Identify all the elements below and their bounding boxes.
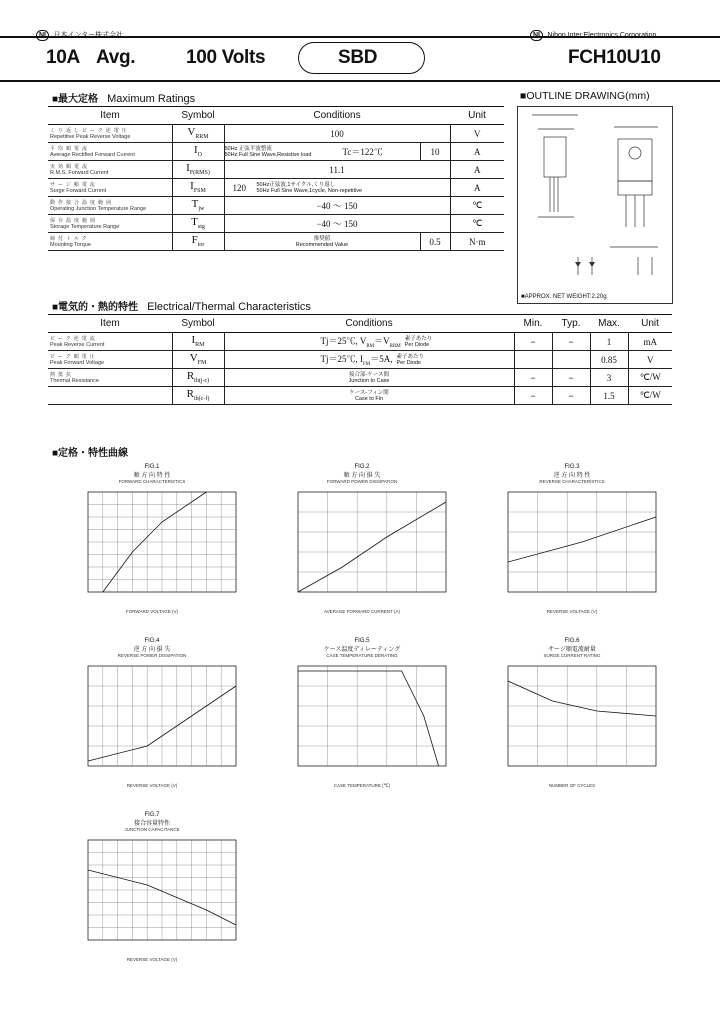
figure-title: 順 方 向 特 性 [133, 473, 171, 479]
max-value: 3 [590, 369, 628, 387]
item-en: Operating Junction Temperature Range [50, 205, 147, 212]
figure-6 [472, 638, 672, 788]
symbol-sub: RRM [195, 134, 209, 141]
unit: A [450, 179, 504, 197]
note-jp: 素子あたり [404, 335, 433, 342]
condition: −40 〜 150 [224, 215, 450, 233]
unit: ℃/W [628, 369, 672, 387]
figure-subtitle: SURGE CURRENT RATING [543, 653, 601, 658]
characteristic-curve [508, 517, 656, 562]
symbol-sub: FM [197, 360, 207, 367]
typ-value: − [552, 369, 590, 387]
table-row [48, 351, 672, 369]
condition-jp: 接合部-ケース間 [348, 371, 390, 378]
condition-value: 10 [420, 143, 450, 161]
figure-label: FIG.4 [144, 638, 160, 644]
symbol-sub: stg [197, 224, 205, 231]
table-row [48, 179, 504, 197]
figure-title: サージ順電流耐量 [548, 647, 596, 653]
figure-label: FIG.3 [564, 464, 580, 470]
symbol-sub: th(c-f) [194, 396, 210, 403]
figure-x-label: CASE TEMPERATURE (℃) [333, 783, 391, 788]
item-jp: 動作接合温度範囲 [50, 199, 115, 206]
figure-title: ケース温度ディレーティング [323, 647, 401, 653]
item-en: Surge Forward Current [50, 187, 107, 194]
table-row [48, 233, 504, 251]
figure-subtitle: FORWARD POWER DISSIPATION [326, 479, 398, 484]
col-typ: Typ. [552, 315, 590, 333]
symbol: T [191, 198, 199, 211]
max-ratings-header-row [48, 107, 504, 125]
header-current-type: Avg. [96, 47, 136, 68]
symbol: T [191, 216, 198, 229]
characteristic-curve [508, 681, 656, 716]
figure-x-label: AVERAGE FORWARD CURRENT (A) [323, 609, 401, 614]
header-rule-bottom [0, 80, 720, 82]
figure-plot [262, 658, 462, 778]
condition-2: ＝V [374, 336, 390, 347]
note-jp: 素子あたり [396, 353, 424, 360]
min-value: − [514, 387, 552, 405]
max-ratings-heading-en: Maximum Ratings [107, 93, 196, 105]
outline-drawing [518, 107, 672, 303]
figure-subtitle: JUNCTION CAPACITANCE [124, 827, 180, 832]
symbol-sub: FSM [193, 188, 206, 195]
item-en: Peak Reverse Current [50, 341, 105, 348]
figure-7 [52, 812, 252, 962]
electrical-heading-en: Electrical/Thermal Characteristics [147, 301, 311, 313]
table-row [48, 387, 672, 405]
item-en: Average Rectified Forward Current [50, 151, 135, 158]
symbol: V [189, 352, 198, 365]
condition-sub: FM [363, 361, 371, 367]
figure-label: FIG.1 [144, 464, 160, 470]
condition: 100 [224, 125, 450, 143]
typ-value: − [552, 387, 590, 405]
symbol: R [186, 388, 194, 401]
condition-jp: 推奨値 [313, 235, 331, 242]
outline-heading: ■OUTLINE DRAWING(mm) [520, 90, 650, 102]
typ-value [552, 351, 590, 369]
figure-x-label: FORWARD VOLTAGE (V) [125, 609, 179, 614]
figure-subtitle: REVERSE POWER DISSIPATION [117, 653, 187, 658]
item-en: Thermal Resistance [50, 377, 99, 384]
condition: −40 〜 150 [224, 197, 450, 215]
condition-2-sub: RRM [389, 343, 401, 349]
figure-1 [52, 464, 252, 614]
condition: Tj＝25℃, I [320, 354, 363, 365]
header-device-type: SBD [338, 47, 378, 68]
min-value [514, 351, 552, 369]
max-ratings-table [48, 106, 504, 251]
header-rule-top [0, 36, 720, 38]
figure-title: 逆 方 向 特 性 [553, 473, 591, 479]
figure-title: 逆 方 向 損 失 [133, 647, 171, 653]
condition-jp: ケース-フィン間 [349, 389, 389, 396]
condition: Tj＝25℃, V [320, 336, 367, 347]
curves-heading-jp: ■定格・特性曲線 [52, 448, 129, 459]
figure-plot [472, 484, 672, 604]
col-conditions: Conditions [224, 315, 514, 333]
figure-plot [52, 832, 252, 952]
item-en: R.M.S. Forward Current [50, 169, 109, 176]
symbol: R [186, 370, 195, 383]
unit: A [450, 161, 504, 179]
plot-frame [508, 666, 656, 766]
unit: mA [628, 333, 672, 351]
header-part-number: FCH10U10 [568, 47, 661, 68]
figure-subtitle: REVERSE CHARACTERISTICS [539, 479, 605, 484]
condition-en: Junction to Case [348, 377, 390, 384]
condition-en: Recommended Value [295, 241, 349, 248]
symbol: I [186, 162, 190, 175]
company-en-block [530, 24, 656, 42]
symbol-sub: F(RMS) [189, 170, 210, 177]
unit: V [628, 351, 672, 369]
characteristic-curve [298, 671, 439, 766]
note-en: Per Diode [396, 359, 421, 366]
condition-jp: 50Hz 正弦半波整流 [224, 145, 272, 152]
figure-subtitle: CASE TEMPERATURE DERATING [326, 653, 398, 658]
condition-value: 120 [232, 182, 246, 193]
condition-sub: RM [366, 343, 375, 349]
symbol-sub: O [197, 152, 202, 159]
figure-4 [52, 638, 252, 788]
header-voltage: 100 Volts [186, 47, 266, 68]
item-jp: 熱抵抗 [50, 371, 75, 378]
max-ratings-heading-jp: ■最大定格 [52, 94, 99, 105]
plot-frame [298, 492, 446, 592]
symbol: V [187, 126, 196, 139]
figure-plot [262, 484, 462, 604]
max-value: 1.5 [590, 387, 628, 405]
item-jp: ピーク順電圧 [50, 353, 98, 360]
unit: V [450, 125, 504, 143]
max-ratings-heading [52, 90, 195, 105]
item-jp: ピーク逆電流 [50, 335, 98, 342]
max-value: 0.85 [590, 351, 628, 369]
col-symbol: Symbol [172, 315, 224, 333]
col-unit: Unit [628, 315, 672, 333]
col-item: Item [48, 315, 172, 333]
unit: ℃/W [628, 387, 672, 405]
electrical-header-row [48, 315, 672, 333]
col-symbol: Symbol [172, 107, 224, 125]
table-row [48, 125, 504, 143]
condition-temp: Tc＝122℃ [342, 147, 383, 157]
figure-x-label: REVERSE VOLTAGE (V) [546, 609, 598, 614]
figure-x-label: REVERSE VOLTAGE (V) [126, 783, 178, 788]
condition-jp: 50Hz正弦波,1サイクル,くり返し [256, 181, 336, 188]
condition-2: ＝5A, [370, 354, 393, 365]
figure-label: FIG.6 [564, 638, 580, 644]
figure-plot [52, 658, 252, 778]
header-current: 10A [46, 47, 80, 68]
outline-drawing-box [517, 106, 673, 304]
typ-value: − [552, 333, 590, 351]
figure-plot [472, 658, 672, 778]
electrical-heading-jp: ■電気的・熱的特性 [52, 302, 139, 313]
figure-label: FIG.2 [354, 464, 370, 470]
item-en: Repetitive Peak Reverse Voltage [50, 133, 131, 140]
characteristic-curve [298, 502, 446, 592]
figure-subtitle: FORWARD CHARACTERISTICS [118, 479, 186, 484]
figure-title: 順 方 向 損 失 [343, 473, 381, 479]
col-unit: Unit [450, 107, 504, 125]
item-jp: 実効順電流 [50, 163, 91, 170]
figure-x-label: REVERSE VOLTAGE (V) [126, 957, 178, 962]
company-jp-block [36, 24, 123, 42]
symbol: I [193, 144, 198, 157]
min-value: − [514, 369, 552, 387]
item-en: Peak Forward Voltage [50, 359, 105, 366]
table-row [48, 143, 504, 161]
item-jp: 締付トルク [50, 235, 90, 242]
figure-label: FIG.7 [144, 812, 160, 818]
item-jp: 平均順電流 [50, 145, 91, 152]
symbol-sub: th(j-c) [194, 378, 210, 385]
net-weight: ■APPROX. NET WEIGHT:2.20g [521, 294, 607, 300]
table-row [48, 333, 672, 351]
unit: A [450, 143, 504, 161]
col-conditions: Conditions [224, 107, 450, 125]
col-max: Max. [590, 315, 628, 333]
figure-2 [262, 464, 462, 614]
figure-3 [472, 464, 672, 614]
symbol-sub: jw [198, 206, 205, 213]
figure-5 [262, 638, 462, 789]
col-min: Min. [514, 315, 552, 333]
table-row [48, 161, 504, 179]
symbol: I [190, 180, 194, 193]
col-item: Item [48, 107, 172, 125]
table-row [48, 197, 504, 215]
max-value: 1 [590, 333, 628, 351]
min-value: − [514, 333, 552, 351]
symbol-sub: RM [195, 342, 205, 349]
curves-heading [52, 444, 128, 459]
symbol: I [191, 334, 196, 347]
note-en: Per Diode [404, 341, 430, 348]
unit: N·m [450, 233, 504, 251]
item-en: Storage Temperature Range [50, 223, 120, 230]
figure-title: 接合容量特性 [133, 821, 170, 827]
condition-en: 50Hz Full Sine Wave,Resistive load [224, 151, 312, 158]
figure-label: FIG.5 [354, 638, 370, 644]
electrical-heading [52, 298, 311, 313]
unit: ℃ [450, 197, 504, 215]
table-row [48, 215, 504, 233]
electrical-table [48, 314, 672, 405]
condition-en: 50Hz Full Sine Wave,1cycle, Non-repetitive [256, 187, 363, 194]
condition-en: Case to Fin [354, 395, 384, 402]
figure-x-label: NUMBER OF CYCLES [548, 783, 596, 788]
table-row [48, 369, 672, 387]
condition-value: 0.5 [420, 233, 450, 251]
item-jp: サージ順電流 [50, 181, 98, 188]
item-en: Mounting Torque [50, 241, 91, 248]
condition: 11.1 [224, 161, 450, 179]
symbol: F [191, 234, 198, 247]
item-jp: 保存温度範囲 [50, 217, 99, 224]
symbol-sub: tor [197, 242, 205, 249]
item-jp: くり返しピーク逆電圧 [50, 127, 130, 134]
unit: ℃ [450, 215, 504, 233]
figure-plot [52, 484, 252, 604]
